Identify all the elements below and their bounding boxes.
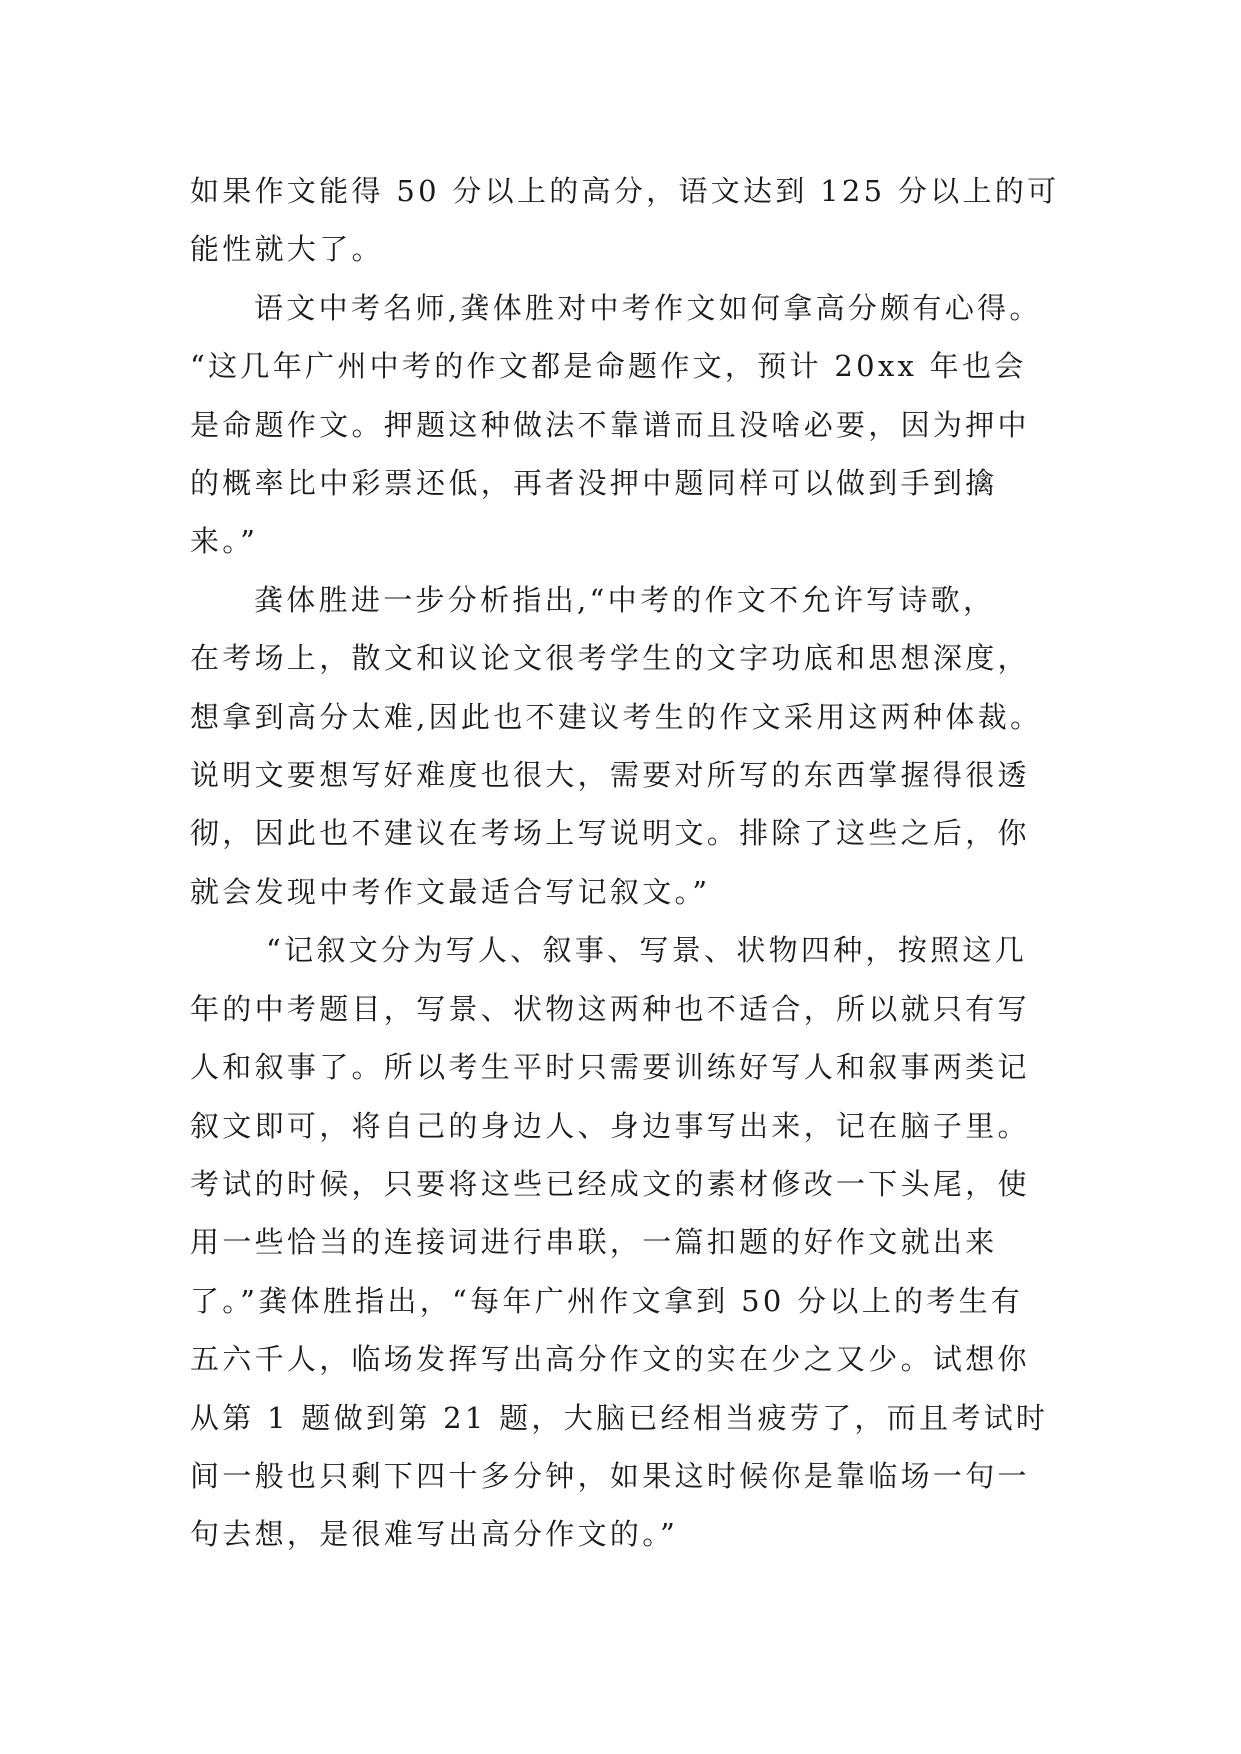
text-line: 就会发现中考作文最适合写记叙文。” [190,874,711,909]
text-line: 说明文要想写好难度也很大，需要对所写的东西掌握得很透 [190,758,1030,793]
text-line: 想拿到高分太难,因此也不建议考生的作文采用这两种体裁。 [190,699,1043,734]
text-line: 在考场上，散文和议论文很考学生的文字功底和思想深度， [190,641,1030,676]
text-line: 是命题作文。押题这种做法不靠谱而且没啥必要，因为押中 [190,407,1030,442]
text-line: “这几年广州中考的作文都是命题作文，预计 20xx 年也会 [190,349,1027,384]
text-line: 间一般也只剩下四十多分钟，如果这时候你是靠临场一句一 [190,1458,1030,1493]
text-line: 五六千人，临场发挥写出高分作文的实在少之又少。试想你 [190,1342,1030,1377]
paragraph-3 [190,571,1060,921]
text-line: 了。”龚体胜指出，“每年广州作文拿到 50 分以上的考生有 [190,1283,1024,1318]
text-line: 从第 1 题做到第 21 题，大脑已经相当疲劳了，而且考试时 [190,1400,1049,1435]
paragraph-2 [190,279,1060,571]
text-line: 龚体胜进一步分析指出,“中考的作文不允许写诗歌， [254,582,996,617]
text-line: 如果作文能得 50 分以上的高分，语文达到 125 分以上的可 [190,174,1060,208]
paragraph-4 [190,921,1060,1563]
text-line: 能性就大了。 [190,232,384,267]
text-line: 的概率比中彩票还低，再者没押中题同样可以做到手到擒 [190,466,998,501]
text-line: 年的中考题目，写景、状物这两种也不适合，所以就只有写 [190,991,1030,1026]
text-line: 人和叙事了。所以考生平时只需要训练好写人和叙事两类记 [190,1050,1030,1085]
text-line: 句去想，是很难写出高分作文的。” [190,1517,679,1552]
text-line: 来。” [190,524,259,559]
paragraph-1 [190,162,1060,279]
text-line: 彻，因此也不建议在考场上写说明文。排除了这些之后，你 [190,816,1030,851]
text-line: 考试的时候，只要将这些已经成文的素材修改一下头尾，使 [190,1166,1030,1201]
text-line: 用一些恰当的连接词进行串联，一篇扣题的好作文就出来 [190,1225,998,1260]
text-line: 叙文即可，将自己的身边人、身边事写出来，记在脑子里。 [190,1108,1030,1143]
document-body [190,162,1060,1564]
text-line: “记叙文分为写人、叙事、写景、状物四种，按照这几 [266,933,1028,968]
text-line: 语文中考名师,龚体胜对中考作文如何拿高分颇有心得。 [254,290,1042,325]
